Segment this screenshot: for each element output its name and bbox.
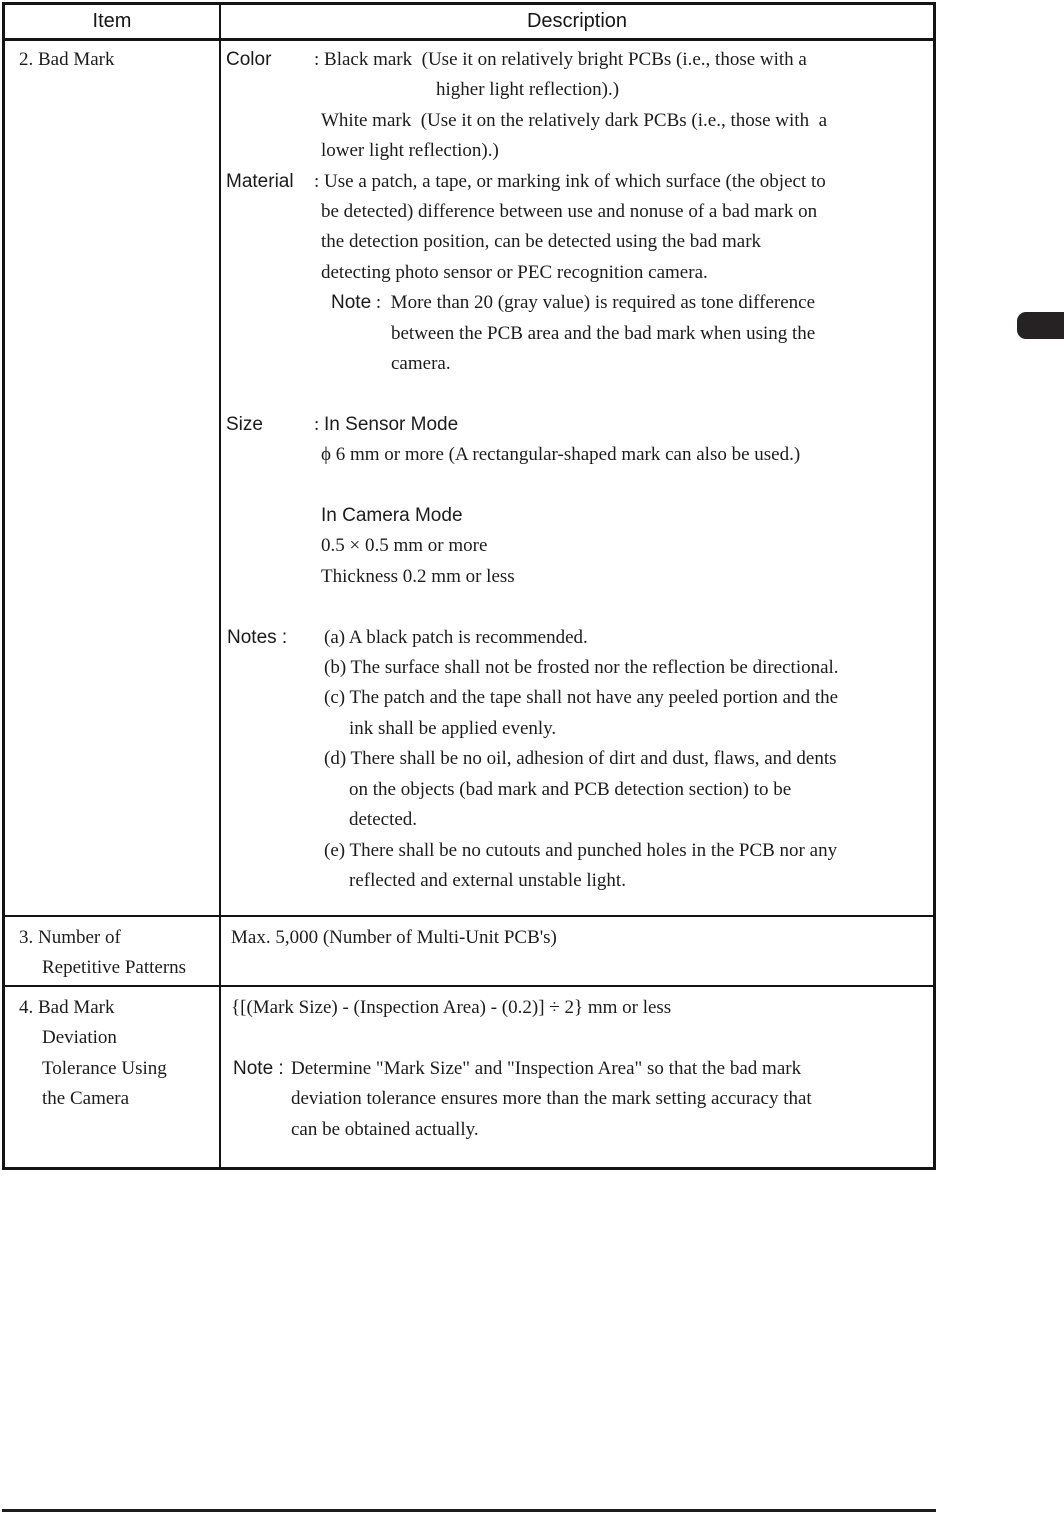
label-colon: : [314, 49, 325, 70]
text-line [221, 45, 933, 75]
page-edge-tab [1017, 312, 1064, 339]
line-text: Repetitive Patterns [42, 957, 187, 979]
text-line [221, 683, 933, 713]
line-text: Determine "Mark Size" and "Inspection Area" so that the bad mark [291, 1057, 802, 1079]
text-line [5, 1084, 219, 1114]
description-cell-repetitive-patterns [221, 917, 933, 985]
line-text: More than 20 (gray value) is required as tone difference [390, 292, 816, 314]
field-label: Note : [233, 1057, 284, 1079]
line-text: reflected and external unstable light. [349, 869, 626, 891]
footer-rule [2, 1509, 936, 1512]
text-line [221, 106, 933, 136]
field-label: Note [331, 292, 372, 314]
label-colon: : [314, 170, 325, 192]
line-text: on the objects (bad mark and PCB detection section) to be [349, 778, 792, 800]
table-header-row [5, 5, 933, 41]
line-text: camera. [391, 353, 451, 375]
text-line [221, 592, 933, 622]
text-line [221, 714, 933, 744]
field-label: Size [226, 413, 263, 435]
text-line [221, 744, 933, 774]
table-row-bad-mark [5, 41, 933, 915]
line-text: Deviation [42, 1027, 117, 1049]
line-text: 0.5 × 0.5 mm or more [321, 535, 488, 557]
text-line [5, 923, 219, 953]
spec-table [2, 2, 936, 1170]
text-line [5, 45, 219, 75]
text-line [221, 562, 933, 592]
text-line [221, 1084, 933, 1114]
field-label: Color [226, 49, 272, 70]
line-text: Thickness 0.2 mm or less [321, 565, 515, 587]
text-line [221, 501, 933, 531]
text-line [221, 471, 933, 501]
line-text: (e) There shall be no cutouts and punched holes in the PCB nor any [324, 839, 838, 861]
line-text: In Camera Mode [321, 505, 463, 527]
field-label: Notes : [227, 626, 288, 648]
line-text: the detection position, can be detected using the bad mark [321, 231, 762, 253]
text-line [221, 775, 933, 805]
text-line [221, 866, 933, 896]
line-text: (c) The patch and the tape shall not have any peeled portion and the [324, 687, 839, 709]
text-line [221, 349, 933, 379]
item-cell-deviation-tolerance [5, 987, 221, 1167]
text-line [5, 1054, 219, 1084]
text-line [221, 440, 933, 470]
line-text: Max. 5,000 (Number of Multi-Unit PCB's) [231, 927, 557, 948]
text-line [221, 1023, 933, 1053]
line-text: 3. Number of [19, 927, 121, 948]
line-text: deviation tolerance ensures more than the mark setting accuracy that [291, 1088, 812, 1110]
line-text: (b) The surface shall not be frosted nor the reflection be directional. [324, 657, 839, 679]
text-line [221, 410, 933, 440]
column-header-item: Item [5, 5, 221, 38]
line-text: In Sensor Mode [324, 413, 459, 435]
text-line [221, 623, 933, 653]
text-line [221, 136, 933, 166]
text-line [5, 1023, 219, 1053]
table-row-deviation-tolerance [5, 985, 933, 1167]
line-text: 4. Bad Mark [19, 997, 115, 1018]
line-text: detecting photo sensor or PEC recognition camera. [321, 261, 708, 283]
text-line [221, 1054, 933, 1084]
line-text: ink shall be applied evenly. [349, 717, 557, 739]
line-text: ϕ 6 mm or more (A rectangular-shaped mark can also be used.) [321, 444, 801, 466]
line-text: the Camera [42, 1088, 130, 1110]
field-label: Material [226, 170, 294, 192]
line-text: Black mark (Use it on relatively bright PCBs (i.e., those with a [324, 49, 807, 70]
label-colon: : [314, 413, 325, 435]
line-text: Tolerance Using [42, 1057, 167, 1079]
table-row-repetitive-patterns [5, 915, 933, 985]
text-line [221, 805, 933, 835]
label-colon: : [371, 292, 391, 314]
line-text: (d) There shall be no oil, adhesion of dirt and dust, flaws, and dents [324, 748, 837, 770]
text-line [221, 379, 933, 409]
text-line [221, 75, 933, 105]
item-cell-bad-mark [5, 41, 221, 915]
text-line [221, 197, 933, 227]
description-cell-bad-mark [221, 41, 933, 915]
text-line [221, 288, 933, 318]
line-text: lower light reflection).) [321, 140, 499, 162]
line-text: between the PCB area and the bad mark when using the [391, 322, 816, 344]
item-cell-repetitive-patterns [5, 917, 221, 985]
line-text: White mark (Use it on the relatively dark PCBs (i.e., those with a [321, 109, 828, 131]
text-line [221, 531, 933, 561]
text-line [221, 993, 933, 1023]
line-text: 2. Bad Mark [19, 49, 115, 70]
line-text: detected. [349, 809, 418, 831]
description-cell-deviation-tolerance [221, 987, 933, 1167]
text-line [5, 953, 219, 983]
text-line [221, 653, 933, 683]
column-header-description: Description [526, 10, 628, 32]
line-text: Use a patch, a tape, or marking ink of which surface (the object to [324, 170, 826, 192]
text-line [221, 923, 933, 953]
text-line [221, 258, 933, 288]
line-text: can be obtained actually. [291, 1118, 479, 1140]
text-line [221, 319, 933, 349]
text-line [5, 993, 219, 1023]
line-text: (a) A black patch is recommended. [324, 626, 588, 648]
text-line [221, 1115, 933, 1145]
text-line [221, 167, 933, 197]
line-text: higher light reflection).) [436, 79, 620, 101]
line-text: be detected) difference between use and nonuse of a bad mark on [321, 201, 818, 223]
text-line [221, 227, 933, 257]
line-text: {[(Mark Size) - (Inspection Area) - (0.2)] ÷ 2} mm or less [231, 997, 672, 1018]
text-line [221, 836, 933, 866]
